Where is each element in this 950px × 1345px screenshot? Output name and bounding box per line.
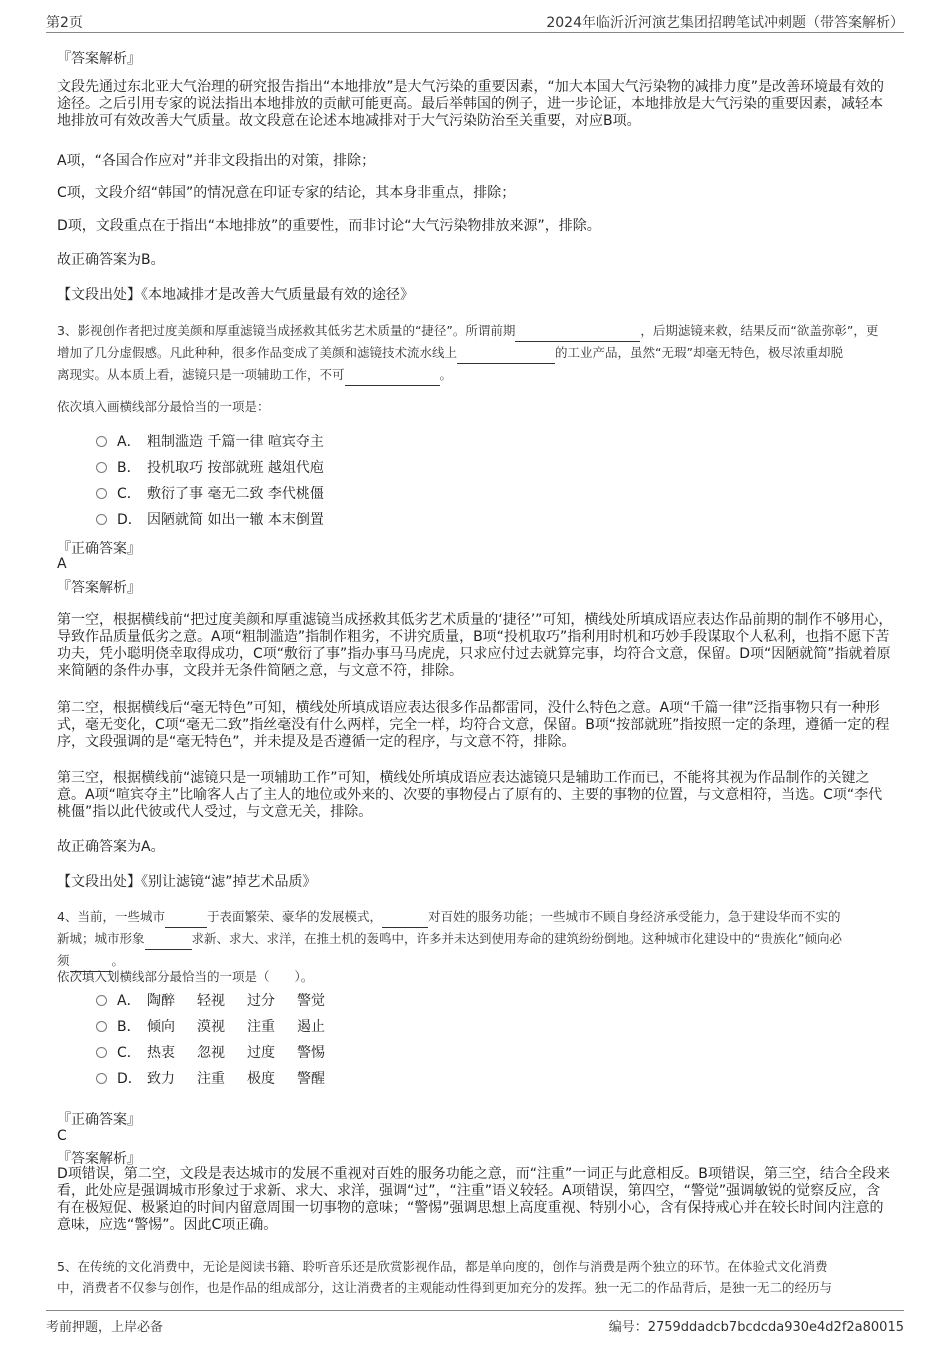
explain-paragraph: 文段先通过东北亚大气治理的研究报告指出“本地排放”是大气污染的重要因素，“加大本国大气污染物的减排力度”是改善环境最有效的途径。之后引用专家的说法指出本地排放的贡献可能更高。最后举韩国的例子，进一步论证，本地排放是大气污染的重要因素，减轻本地排放可有效改善大气质量。故文段意在论述本地减排对于大气污染防治至关重要，对应B项。 xyxy=(57,79,885,129)
question-3-stem: 3、影视创作者把过度美颜和厚重滤镜当成拯救其低劣艺术质量的“捷径”。所谓前期 ，后期滤镜来救，结果反而“欲盖弥彰”，更 增加了几分虚假感。凡此种种，很多作品变成了美颜和滤镜技术流水线上 的工业产品，虽然“无瑕”却毫无特色，极尽浓重却脱 离现实。从本质上看，滤镜只是一项辅助工作，不可 。 xyxy=(57,320,893,386)
question-4-prompt: 依次填入划横线部分最恰当的一项是（ ）。 xyxy=(57,969,314,984)
blank xyxy=(515,320,640,342)
radio-icon[interactable] xyxy=(96,1021,107,1032)
radio-icon[interactable] xyxy=(96,995,107,1006)
explain-paragraph: D项错误，第二空，文段是表达城市的发展不重视对百姓的服务功能之意，而“注重”一词正与此意相反。B项错误，第三空，结合全段来看，此处应是强调城市形象过于求新、求大、求洋，强调“过”，“注重”语义较轻。A项错误，第四空，“警觉”强调敏锐的觉察反应，含有在极短促、极紧迫的时间内留意周围一切事物的意味；“警惕”强调思想上高度重视、特别小心，含有保持戒心并在较长时间内注意的意味，应选“警惕”。因此C项正确。 xyxy=(57,1166,890,1233)
blank xyxy=(345,364,440,386)
radio-icon[interactable] xyxy=(96,1047,107,1058)
explain-label: 『答案解析』 xyxy=(57,51,141,67)
page-header xyxy=(46,10,904,33)
blank xyxy=(382,906,428,928)
q4-option-b[interactable]: B． 倾向 漠视 注重 遏止 xyxy=(96,1016,347,1036)
blank xyxy=(145,928,192,950)
blank xyxy=(165,906,207,928)
q3-option-c[interactable]: C． 敷衍了事 毫无二致 李代桃僵 xyxy=(96,483,324,503)
radio-icon[interactable] xyxy=(96,514,107,525)
q4-option-c[interactable]: C． 热衷 忽视 过度 警惕 xyxy=(96,1042,347,1062)
q3-option-a[interactable]: A． 粗制滥造 千篇一律 喧宾夺主 xyxy=(96,431,324,451)
footer-slogan: 考前押题，上岸必备 xyxy=(46,1320,164,1335)
source: 【文段出处】《别让滤镜“滤”掉艺术品质》 xyxy=(57,874,317,890)
question-4-stem: 4、当前，一些城市 于表面繁荣、豪华的发展模式， 对百姓的服务功能；一些城市不顾自身经济承受能力，急于建设华而不实的 新城；城市形象 求新、求大、求洋，在推土机的轰鸣中，许多并未达到使用寿命的建筑纷纷倒地。这种城市化建设中的“贵族化”倾向必 须 。 xyxy=(57,906,893,972)
q4-option-d[interactable]: D． 致力 注重 极度 警醒 xyxy=(96,1068,347,1088)
answer-label: 『正确答案』 xyxy=(57,1112,141,1128)
source: 【文段出处】《本地减排才是改善大气质量最有效的途径》 xyxy=(57,287,414,303)
radio-icon[interactable] xyxy=(96,1073,107,1084)
explain-paragraph-3: 第三空，根据横线前“滤镜只是一项辅助工作”可知，横线处所填成语应表达滤镜只是辅助工作而已，不能将其视为作品制作的关键之意。A项“喧宾夺主”比喻客人占了主人的地位或外来的、次要的事物侵占了原有的、主要的事物的位置，与文意相符，当选。C项“李代桃僵”指以此代彼或代人受过，与文意无关，排除。 xyxy=(57,770,883,820)
explain-paragraph-1: 第一空，根据横线前“把过度美颜和厚重滤镜当成拯救其低劣艺术质量的‘捷径’”可知，横线处所填成语应表达作品前期的制作不够用心，导致作品质量低劣之意。A项“粗制滥造”指制作粗劣，不讲究质量，B项“投机取巧”指利用时机和巧妙手段谋取个人私利，也指不愿下苦功夫，凭小聪明侥幸取得成功，C项“敷衍了事”指办事马马虎虎，只求应付过去就算完事，均符合文意，保留。D项“因陋就简”指就着原来简陋的条件办事，文段并无条件简陋之意，与文意不符，排除。 xyxy=(57,612,893,679)
conclusion: 故正确答案为A。 xyxy=(57,839,165,855)
blank xyxy=(457,342,555,364)
document-id: 编号：2759ddadcb7bcdcda930e4d2f2a80015 xyxy=(608,1320,904,1335)
answer-value: C xyxy=(57,1128,67,1144)
question-5-stem: 5、在传统的文化消费中，无论是阅读书籍、聆听音乐还是欣赏影视作品，都是单向度的，创作与消费是两个独立的环节。在体验式文化消费 中，消费者不仅参与创作，也是作品的组成部分，这让消费者的主观能动性得到更加充分的发挥。独一无二的作品背后，是独一无二的经历与 xyxy=(57,1259,833,1295)
explain-label: 『答案解析』 xyxy=(57,1151,141,1167)
answer-value: A xyxy=(57,556,67,572)
answer-label: 『正确答案』 xyxy=(57,541,141,557)
conclusion: 故正确答案为B。 xyxy=(57,252,165,268)
q3-option-b[interactable]: B． 投机取巧 按部就班 越俎代庖 xyxy=(96,457,324,477)
q4-option-a[interactable]: A． 陶醉 轻视 过分 警觉 xyxy=(96,990,347,1010)
page-number: 第2页 xyxy=(46,15,83,31)
document-title: 2024年临沂沂河演艺集团招聘笔试冲刺题（带答案解析） xyxy=(546,15,904,31)
radio-icon[interactable] xyxy=(96,462,107,473)
page-footer xyxy=(46,1310,904,1335)
radio-icon[interactable] xyxy=(96,436,107,447)
q3-option-d[interactable]: D． 因陋就简 如出一辙 本末倒置 xyxy=(96,509,324,529)
explain-option-c: C项，文段介绍“韩国”的情况意在印证专家的结论，其本身非重点，排除； xyxy=(57,185,516,201)
explain-label: 『答案解析』 xyxy=(57,580,141,596)
explain-paragraph-2: 第二空，根据横线后“毫无特色”可知，横线处所填成语应表达很多作品都雷同，没什么特色之意。A项“千篇一律”泛指事物只有一种形式，毫无变化，C项“毫无二致”指丝毫没有什么两样，完全一样，均符合文意，保留。B项“按部就班”指按照一定的条理，遵循一定的程序，文段强调的是“毫无特色”，并未提及是否遵循一定的程序，与文意不符，排除。 xyxy=(57,700,890,750)
question-3-prompt: 依次填入画横线部分最恰当的一项是： xyxy=(57,399,270,414)
explain-option-a: A项，“各国合作应对”并非文段指出的对策，排除； xyxy=(57,153,376,169)
explain-option-d: D项，文段重点在于指出“本地排放”的重要性，而非讨论“大气污染物排放来源”，排除。 xyxy=(57,218,601,234)
radio-icon[interactable] xyxy=(96,488,107,499)
